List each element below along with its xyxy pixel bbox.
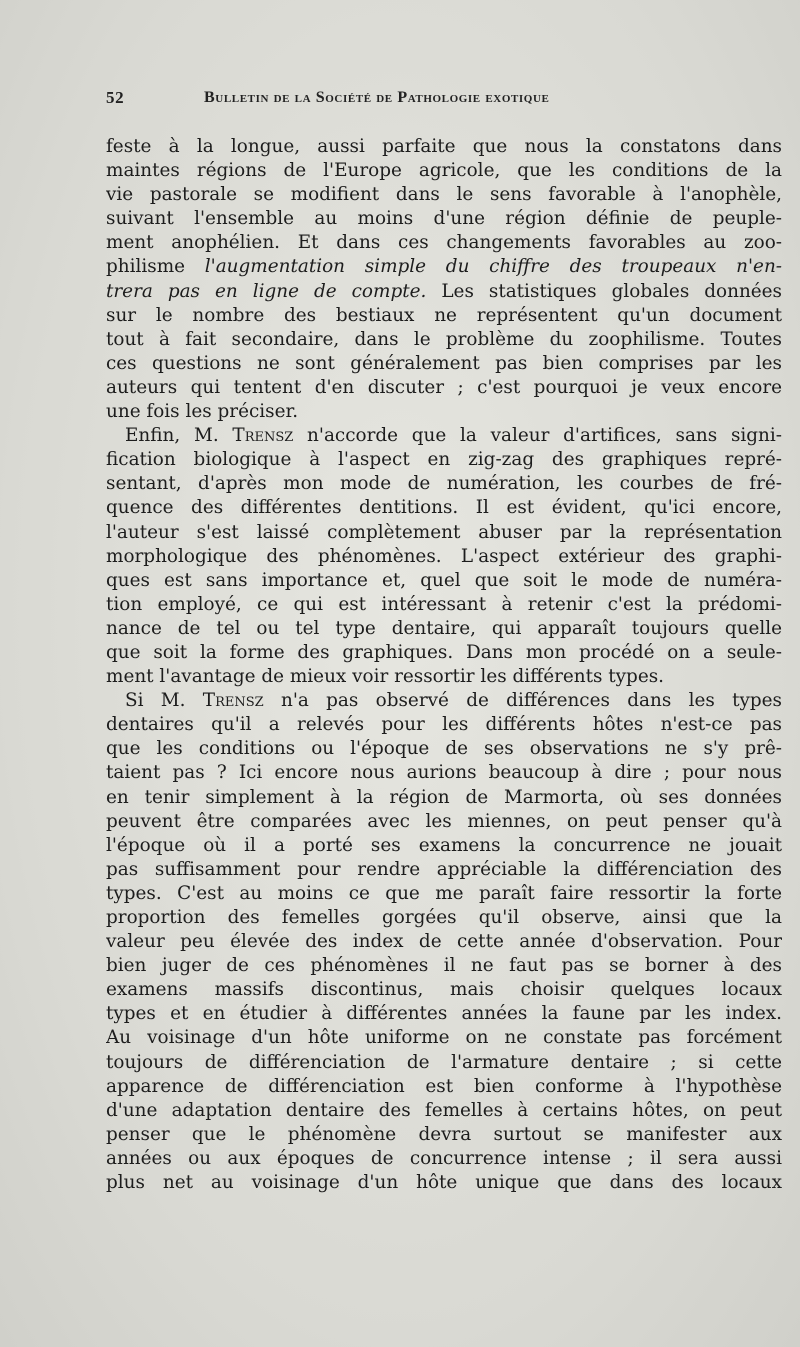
text-line: tion employé, ce qui est intéressant à retenir c'est la prédomi- xyxy=(106,593,782,615)
text-line: dentaires qu'il a relevés pour les différents hôtes n'est-ce pas xyxy=(106,714,782,736)
text-line: sur le nombre des bestiaux ne représentent qu'un document xyxy=(106,304,782,326)
text-line: proportion des femelles gorgées qu'il observe, ainsi que la xyxy=(106,907,782,928)
text-line xyxy=(106,424,782,448)
text-line: vie pastorale se modifient dans le sens favorable à l'anophèle, xyxy=(106,184,782,206)
text-line: morphologique des phénomènes. L'aspect extérieur des graphi- xyxy=(106,545,782,567)
text-line: types. C'est au moins ce que me paraît faire ressortir la forte xyxy=(106,882,782,904)
text-line: ques est sans importance et, quel que soit le mode de numéra- xyxy=(106,569,782,591)
text-line: années ou aux époques de concurrence intense ; il sera aussi xyxy=(106,1147,782,1169)
text-line: fication biologique à l'aspect en zig-zag des graphiques repré- xyxy=(106,449,782,471)
text-line: quence des différentes dentitions. Il est évident, qu'ici encore, xyxy=(106,497,782,519)
text-line: auteurs qui tentent d'en discuter ; c'est pourquoi je veux encore xyxy=(106,376,782,398)
text-line: l'époque où il a porté ses examens la concurrence ne jouait xyxy=(106,834,782,856)
text-line: maintes régions de l'Europe agricole, que les conditions de la xyxy=(106,160,782,182)
text-line: valeur peu élevée des index de cette année d'observation. Pour xyxy=(106,931,782,953)
text-line: ment anophélien. Et dans ces changements favorables au zoo- xyxy=(106,232,782,254)
text-line: sentant, d'après mon mode de numération, les courbes de fré- xyxy=(106,473,782,495)
text-line: tout à fait secondaire, dans le problème du zoophilisme. Toutes xyxy=(106,328,782,350)
text-line xyxy=(106,255,782,279)
text-line: que les conditions ou l'époque de ses observations ne s'y prê- xyxy=(106,738,782,760)
text-line: bien juger de ces phénomènes il ne faut pas se borner à des xyxy=(106,955,782,977)
running-head xyxy=(106,88,666,114)
journal-title: Bulletin de la Société de Pathologie exotique xyxy=(204,89,550,106)
author-name: Trensz xyxy=(202,690,264,712)
author-name: Trensz xyxy=(232,425,294,447)
text-line xyxy=(106,689,782,713)
text-line: l'auteur s'est laissé complètement abuser par la représentation xyxy=(106,521,782,543)
text-line: ces questions ne sont généralement pas bien comprises par les xyxy=(106,352,782,374)
text-line: d'une adaptation dentaire des femelles à certains hôtes, on peut xyxy=(106,1099,782,1121)
text-line xyxy=(106,280,782,304)
text-line: une fois les préciser. xyxy=(106,401,299,423)
text-roman: philisme xyxy=(106,256,205,278)
text-line: peuvent être comparées avec les miennes, on peut penser qu'à xyxy=(106,810,782,832)
text-line: penser que le phénomène devra surtout se manifester aux xyxy=(106,1123,782,1145)
page-number: 52 xyxy=(106,88,125,107)
text-roman: n'accorde que la valeur d'artifices, sans signi- xyxy=(293,425,782,447)
text-line: suivant l'ensemble au moins d'une région définie de peuple- xyxy=(106,208,782,230)
text-roman: n'a pas observé de différences dans les types xyxy=(263,690,782,712)
text-italic: trera pas en ligne de compte. xyxy=(106,280,427,302)
text-roman: Si M. xyxy=(125,690,203,712)
text-italic: l'augmentation simple du chiffre des troupeaux n'en- xyxy=(204,256,782,278)
text-line: ment l'avantage de mieux voir ressortir les différents types. xyxy=(106,666,664,688)
text-line: nance de tel ou tel type dentaire, qui apparaît toujours quelle xyxy=(106,617,782,639)
text-line: en tenir simplement à la région de Marmorta, où ses données xyxy=(106,786,782,808)
body-text xyxy=(106,135,782,1195)
text-roman: Les statistiques globales données xyxy=(426,280,782,302)
text-line: Au voisinage d'un hôte uniforme on ne constate pas forcément xyxy=(106,1027,782,1049)
text-line: plus net au voisinage d'un hôte unique que dans des locaux xyxy=(106,1172,782,1194)
text-line: pas suffisamment pour rendre appréciable la différenciation des xyxy=(106,858,782,880)
text-line: types et en étudier à différentes années la faune par les index. xyxy=(106,1003,782,1025)
text-line: toujours de différenciation de l'armature dentaire ; si cette xyxy=(106,1051,782,1073)
text-line: examens massifs discontinus, mais choisir quelques locaux xyxy=(106,979,782,1001)
text-line: que soit la forme des graphiques. Dans mon procédé on a seule- xyxy=(106,641,782,663)
text-roman: Enfin, M. xyxy=(125,425,233,447)
text-line: taient pas ? Ici encore nous aurions beaucoup à dire ; pour nous xyxy=(106,762,782,784)
text-line: apparence de différenciation est bien conforme à l'hypothèse xyxy=(106,1075,782,1097)
text-line: feste à la longue, aussi parfaite que nous la constatons dans xyxy=(106,136,782,157)
